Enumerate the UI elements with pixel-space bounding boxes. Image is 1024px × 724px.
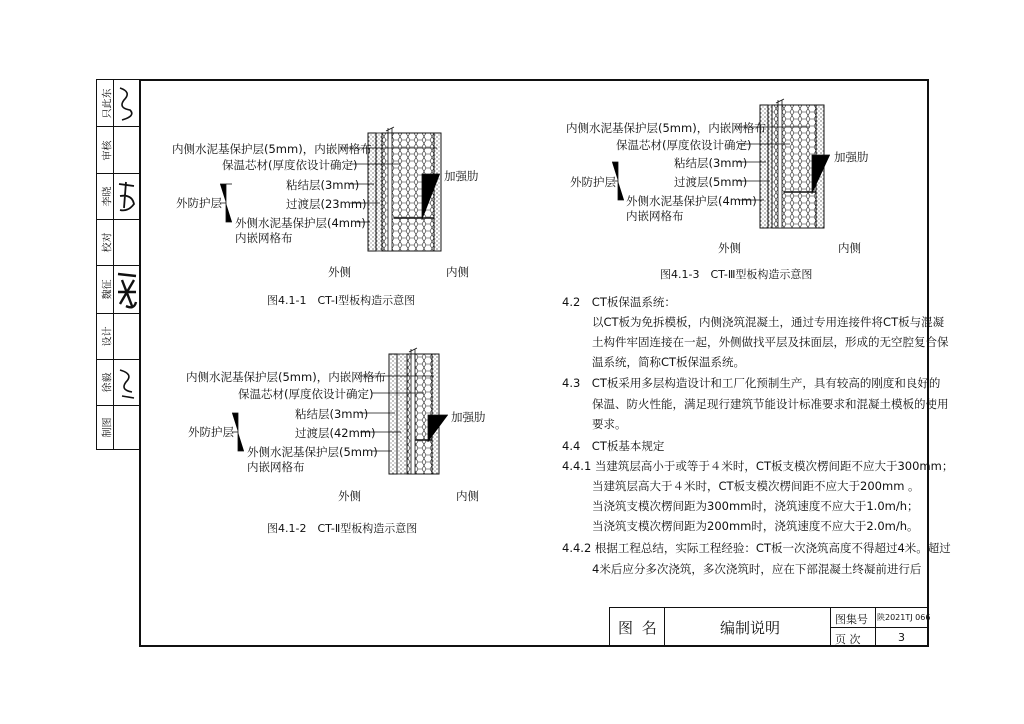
fig1-rib-label: 加强肋 — [444, 169, 479, 183]
strip-label: 只此东 — [102, 88, 114, 118]
fig1-outside-label: 外侧 — [328, 265, 351, 279]
fig3-core-label: 保温芯材(厚度依设计确定) — [616, 138, 752, 152]
section-4-4-1-line: 4.4.1 当建筑层高小于或等于４米时，CT板支模次楞间距不应大于300mm； — [562, 459, 954, 473]
fig3-transition-label: 过渡层(5mm) — [674, 175, 748, 189]
fig2-outer-group-label: 外防护层 — [188, 425, 234, 439]
section-4-3-line: 保温、防火性能，满足现行建筑节能设计标准要求和混凝土模板的使用 — [592, 397, 949, 411]
strip-label: 设计 — [102, 326, 114, 347]
section-4-4-2-line: 4米后应分多次浇筑，多次浇筑时，应在下部混凝土终凝前进行后 — [592, 562, 922, 576]
strip-label: 审核 — [102, 140, 114, 160]
fig2-mesh-label: 内嵌网格布 — [247, 460, 305, 474]
fig3-outer-group-label: 外防护层 — [570, 175, 616, 189]
fig3-inside-label: 内侧 — [838, 241, 861, 255]
fig1-bond-label: 粘结层(3mm) — [286, 178, 360, 192]
fig1-core-label: 保温芯材(厚度依设计确定) — [222, 158, 358, 172]
fig2-rib-label: 加强肋 — [451, 410, 486, 424]
strip-label: 校对 — [102, 232, 114, 253]
fig1-caption: 图4.1-1 CT-Ⅰ型板构造示意图 — [267, 294, 416, 307]
fig3-rib-label: 加强肋 — [834, 150, 869, 164]
section-4-3-line: 4.3 CT板采用多层构造设计和工厂化预制生产，具有较高的刚度和良好的 — [562, 376, 941, 390]
fig1-transition-label: 过渡层(23mm) — [286, 197, 367, 211]
section-4-4-1-line: 当浇筑支模次楞间距为300mm时，浇筑速度不应大于1.0m/h； — [592, 499, 919, 513]
section-4-2-line: 以CT板为免拆模板，内侧浇筑混凝土，通过专用连接件将CT板与混凝 — [592, 315, 945, 329]
strip-label: 李晓 — [102, 186, 114, 207]
title-set-value: 陕2021TJ 066 — [877, 613, 931, 622]
fig2-outside-label: 外侧 — [338, 489, 361, 503]
fig2-inside-label: 内侧 — [456, 489, 479, 503]
fig1-inside-label: 内侧 — [446, 265, 469, 279]
section-4-4-heading: 4.4 CT板基本规定 — [562, 439, 665, 453]
fig3-outside-label: 外侧 — [718, 241, 741, 255]
fig2-outer-protect-label: 外侧水泥基保护层(5mm) — [247, 445, 378, 459]
section-4-4-1-line: 当浇筑支模次楞间距为200mm时，浇筑速度不应大于2.0m/h。 — [592, 519, 919, 533]
section-4-2-line: 土构件牢固连接在一起，外侧做找平层及抹面层，形成的无空腔复合保 — [592, 335, 949, 349]
fig2-inner-protect-label: 内侧水泥基保护层(5mm)，内嵌网格布 — [186, 370, 386, 384]
strip-label: 徐毅 — [102, 372, 114, 393]
section-4-3-line: 要求。 — [592, 417, 627, 431]
strip-label: 制图 — [102, 417, 114, 438]
fig3-caption: 图4.1-3 CT-Ⅲ型板构造示意图 — [660, 268, 813, 281]
fig3-bond-label: 粘结层(3mm) — [674, 156, 748, 170]
fig2-caption: 图4.1-2 CT-Ⅱ型板构造示意图 — [267, 522, 418, 535]
strip-label: 魏征 — [102, 279, 114, 300]
section-4-4-1-line: 当建筑层高大于４米时，CT板支模次楞间距不应大于200mm 。 — [592, 479, 920, 493]
section-4-4-2-line: 4.4.2 根据工程总结，实际工程经验：CT板一次浇筑高度不得超过4米。超过 — [562, 541, 951, 555]
fig3-mesh-label: 内嵌网格布 — [626, 209, 684, 223]
fig1-inner-protect-label: 内侧水泥基保护层(5mm)，内嵌网格布 — [172, 142, 372, 156]
title-set-label: 图集号 — [835, 613, 868, 626]
title-name-label: 图 名 — [618, 619, 659, 637]
fig3-inner-protect-label: 内侧水泥基保护层(5mm)，内嵌网格布 — [566, 121, 766, 135]
title-page-label: 页 次 — [835, 633, 861, 646]
section-4-2-heading: 4.2 CT板保温系统： — [562, 295, 676, 309]
fig2-transition-label: 过渡层(42mm) — [295, 426, 376, 440]
title-page-value: 3 — [898, 631, 905, 644]
fig1-outer-group-label: 外防护层 — [176, 196, 222, 210]
fig2-bond-label: 粘结层(3mm) — [295, 407, 369, 421]
section-4-2-line: 温系统，简称CT板保温系统。 — [592, 355, 746, 369]
fig2-core-label: 保温芯材(厚度依设计确定) — [238, 387, 374, 401]
fig3-outer-protect-label: 外侧水泥基保护层(4mm) — [626, 194, 757, 208]
title-name-value: 编制说明 — [720, 619, 781, 637]
fig1-mesh-label: 内嵌网格布 — [235, 231, 293, 245]
fig1-outer-protect-label: 外侧水泥基保护层(4mm) — [235, 216, 366, 230]
